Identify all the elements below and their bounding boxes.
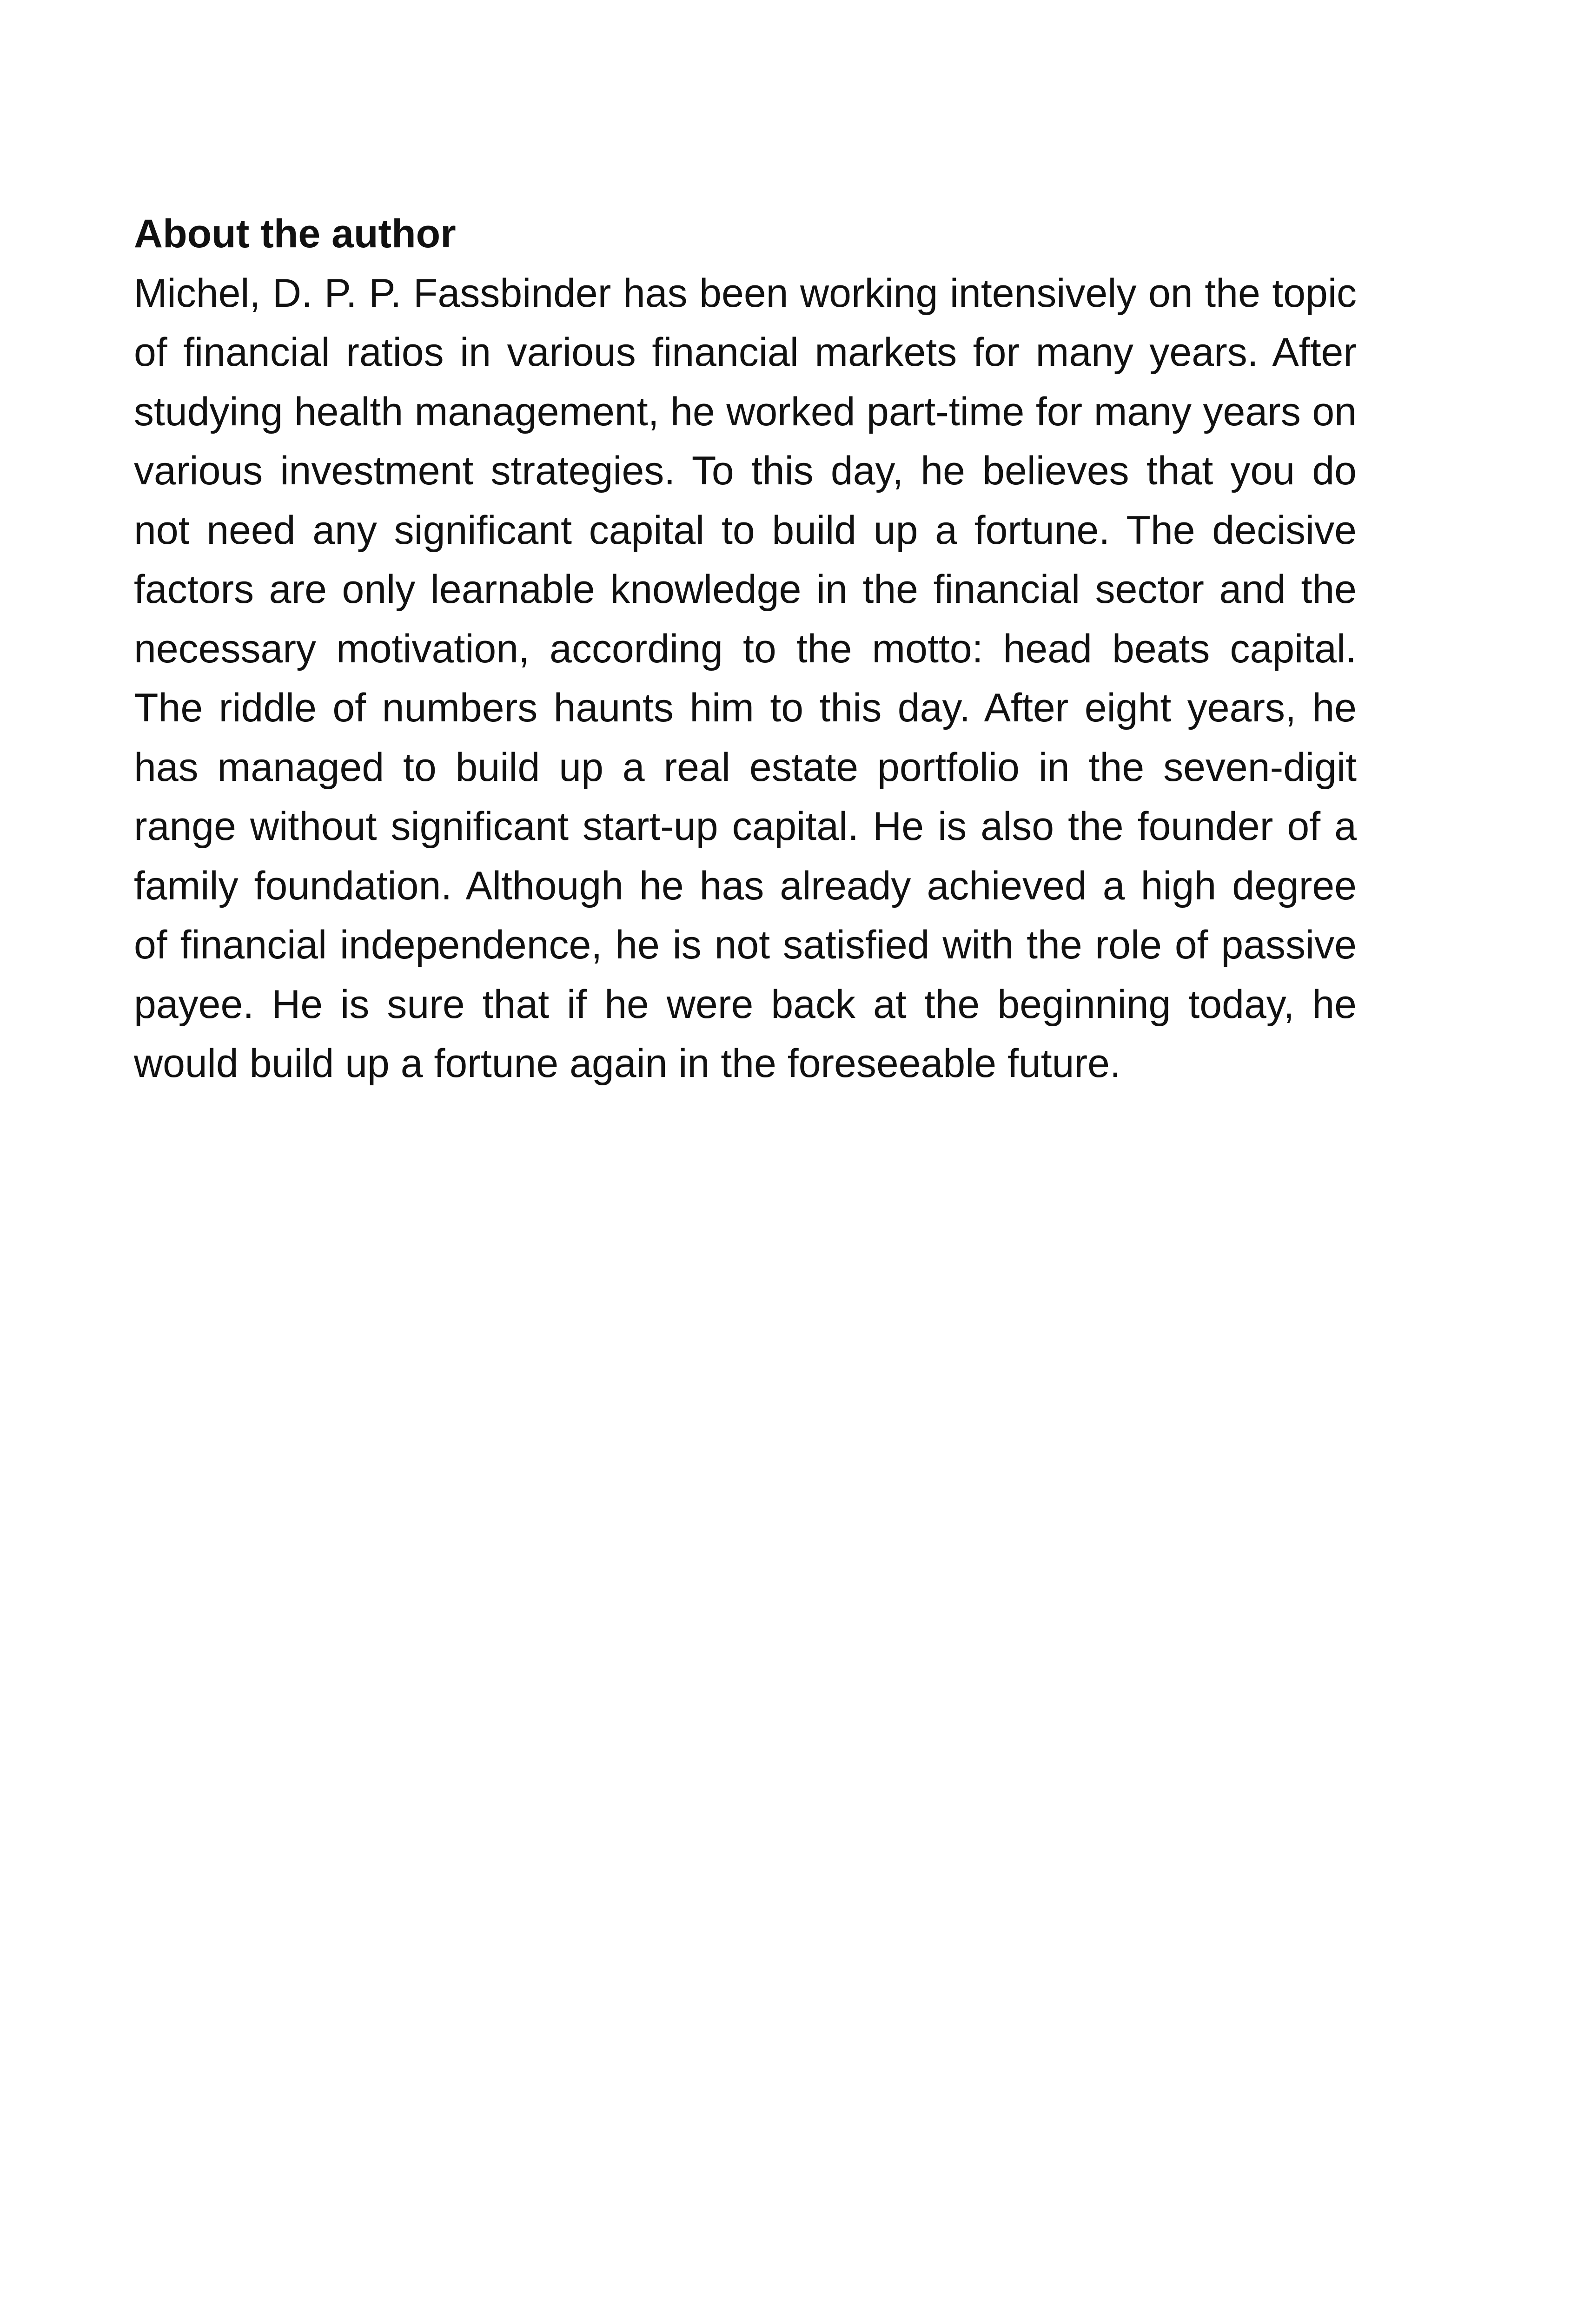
section-heading: About the author: [134, 211, 456, 256]
about-author-section: [134, 205, 1357, 1094]
author-bio-paragraph: Michel, D. P. P. Fassbinder has been working intensively on the topic of financial ratios in various financial markets for many years. After studying health management, he worked part-time for many years on various investment strategies. To this day, he believes that you do not need any significant capital to build up a fortune. The decisive factors are only learnable knowledge in the financial sector and the necessary motivation, according to the motto: head beats capital. The riddle of numbers haunts him to this day. After eight years, he has managed to build up a real estate portfolio in the seven-digit range without significant start-up capital. He is also the founder of a family foundation. Although he has already achieved a high degree of financial independence, he is not satisfied with the role of passive payee. He is sure that if he were back at the beginning today, he would build up a fortune again in the foreseeable future.: [134, 271, 1357, 1086]
